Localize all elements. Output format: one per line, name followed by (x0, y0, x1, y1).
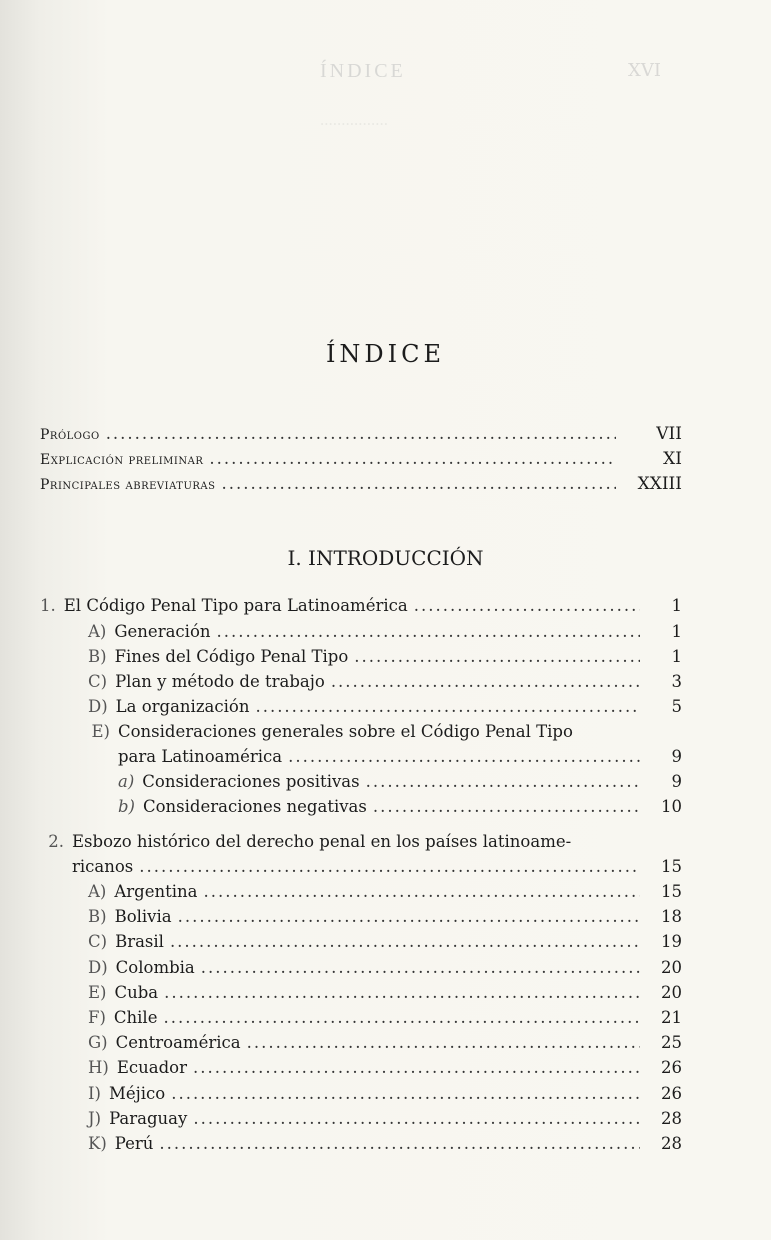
dot-leader (106, 422, 616, 446)
toc-item-2-f[interactable] (88, 1006, 682, 1030)
item-title-cont: para Latinoamérica (118, 747, 283, 766)
dot-leader (217, 620, 641, 644)
toc-item-2-j[interactable] (88, 1107, 682, 1131)
toc-item-1d[interactable] (88, 695, 682, 719)
item-label: E) (91, 722, 110, 741)
toc-item-1a[interactable] (88, 620, 682, 644)
toc-chapter-2-line2[interactable] (72, 855, 682, 879)
item-title: Paraguay (109, 1108, 188, 1128)
toc-entry-title: Explicación preliminar (40, 452, 204, 468)
toc-entry-page: XXIII (637, 474, 682, 494)
item-page: 5 (671, 697, 682, 716)
item-label: K) (88, 1134, 107, 1153)
dot-leader (288, 745, 640, 769)
toc-item-2-e[interactable] (88, 981, 682, 1005)
item-page: 3 (671, 672, 682, 691)
toc-item-2-d[interactable] (88, 956, 682, 980)
item-title: Bolivia (114, 907, 172, 927)
item-label: C) (88, 672, 108, 691)
chapter-title: Esbozo histórico del derecho penal en los países latinoame- (72, 832, 572, 851)
page-number-top: XVI (628, 60, 661, 81)
show-through-text: ................ (320, 110, 388, 129)
chapter-title-cont: ricanos (72, 857, 134, 876)
item-page: 28 (661, 1134, 682, 1153)
item-title: Centroamérica (115, 1033, 241, 1053)
toc-subitem-1eb[interactable] (118, 795, 682, 819)
subitem-label: a) (118, 772, 135, 791)
running-head: ÍNDICE (320, 60, 406, 82)
item-title: Cuba (114, 982, 159, 1002)
toc-item-1e-line1[interactable] (88, 720, 573, 744)
dot-leader (331, 670, 640, 694)
chapter-page: 1 (671, 596, 682, 615)
item-title: La organización (115, 697, 250, 716)
dot-leader (366, 770, 640, 794)
subitem-page: 9 (671, 772, 682, 791)
dot-leader (170, 930, 640, 954)
item-title: Consideraciones generales sobre el Código Penal Tipo (118, 722, 573, 741)
item-label: A) (88, 882, 107, 901)
item-title: Argentina (114, 882, 198, 901)
chapter-page: 15 (661, 857, 682, 876)
item-label: F) (88, 1008, 106, 1027)
dot-leader (373, 795, 640, 819)
item-page: 1 (671, 622, 682, 641)
item-label: H) (88, 1058, 109, 1078)
item-title: Méjico (108, 1083, 166, 1103)
dot-leader (354, 645, 640, 669)
toc-entry-explicacion[interactable] (40, 447, 682, 471)
dot-leader (159, 1132, 640, 1156)
dot-leader (163, 1006, 640, 1030)
toc-subitem-1ea[interactable] (118, 770, 682, 794)
chapter-number: 2. (48, 832, 64, 851)
item-label: D) (88, 697, 108, 716)
item-label: D) (88, 957, 108, 977)
toc-item-2-h[interactable] (88, 1056, 682, 1080)
item-title: Ecuador (116, 1058, 187, 1078)
dot-leader (247, 1031, 640, 1055)
item-title: Chile (113, 1008, 158, 1027)
dot-leader (414, 594, 640, 618)
item-label: G) (88, 1033, 108, 1053)
item-label: I) (88, 1083, 101, 1103)
toc-chapter-1[interactable] (40, 594, 682, 618)
section-heading: I. INTRODUCCIÓN (287, 546, 484, 570)
subitem-page: 10 (661, 797, 682, 816)
dot-leader (193, 1056, 640, 1080)
toc-entry-title: Prólogo (40, 427, 100, 443)
item-title: Generación (114, 622, 211, 641)
toc-item-2-i[interactable] (88, 1082, 682, 1106)
toc-item-1e-line2[interactable] (118, 745, 682, 769)
item-page: 18 (661, 907, 682, 927)
item-title: Perú (114, 1134, 154, 1153)
item-label: B) (88, 647, 107, 666)
toc-item-2-g[interactable] (88, 1031, 682, 1055)
dot-leader (255, 695, 640, 719)
toc-item-2-k[interactable] (88, 1132, 682, 1156)
item-page: 28 (661, 1108, 682, 1128)
item-page: 20 (661, 957, 682, 977)
dot-leader (201, 956, 640, 980)
dot-leader (171, 1082, 640, 1106)
toc-item-1c[interactable] (88, 670, 682, 694)
toc-item-2-c[interactable] (88, 930, 682, 954)
subitem-title: Consideraciones negativas (143, 797, 367, 816)
toc-entry-page: VII (656, 424, 682, 444)
dot-leader (139, 855, 640, 879)
item-page: 20 (661, 982, 682, 1002)
toc-entry-abreviaturas[interactable] (40, 472, 682, 496)
subitem-label: b) (118, 797, 135, 816)
chapter-title: El Código Penal Tipo para Latinoamérica (63, 596, 408, 615)
item-label: C) (88, 932, 108, 952)
dot-leader (221, 472, 616, 496)
item-page: 15 (661, 882, 682, 901)
item-title: Fines del Código Penal Tipo (114, 647, 349, 666)
item-label: A) (88, 622, 107, 641)
subitem-title: Consideraciones positivas (142, 772, 360, 791)
toc-chapter-2-line1[interactable] (40, 830, 571, 854)
item-page: 1 (671, 647, 682, 666)
toc-entry-page: XI (663, 449, 682, 469)
toc-entry-prologo[interactable] (40, 422, 682, 446)
item-page: 26 (661, 1083, 682, 1103)
item-label: J) (88, 1108, 102, 1128)
item-page: 9 (671, 747, 682, 766)
item-label: B) (88, 907, 107, 927)
dot-leader (209, 447, 616, 471)
item-label: E) (88, 982, 107, 1002)
toc-entry-title: Principales abreviaturas (40, 477, 216, 493)
dot-leader (193, 1107, 640, 1131)
item-page: 19 (661, 932, 682, 952)
index-title: ÍNDICE (325, 340, 446, 368)
item-title: Plan y método de trabajo (115, 672, 325, 691)
toc-item-2-a[interactable] (88, 880, 682, 904)
item-page: 26 (661, 1058, 682, 1078)
dot-leader (164, 981, 640, 1005)
chapter-number: 1. (40, 596, 56, 615)
item-page: 25 (661, 1033, 682, 1053)
toc-item-2-b[interactable] (88, 905, 682, 929)
toc-item-1b[interactable] (88, 645, 682, 669)
item-title: Colombia (115, 957, 195, 977)
dot-leader (178, 905, 640, 929)
dot-leader (204, 880, 641, 904)
item-page: 21 (661, 1008, 682, 1027)
item-title: Brasil (115, 932, 164, 952)
